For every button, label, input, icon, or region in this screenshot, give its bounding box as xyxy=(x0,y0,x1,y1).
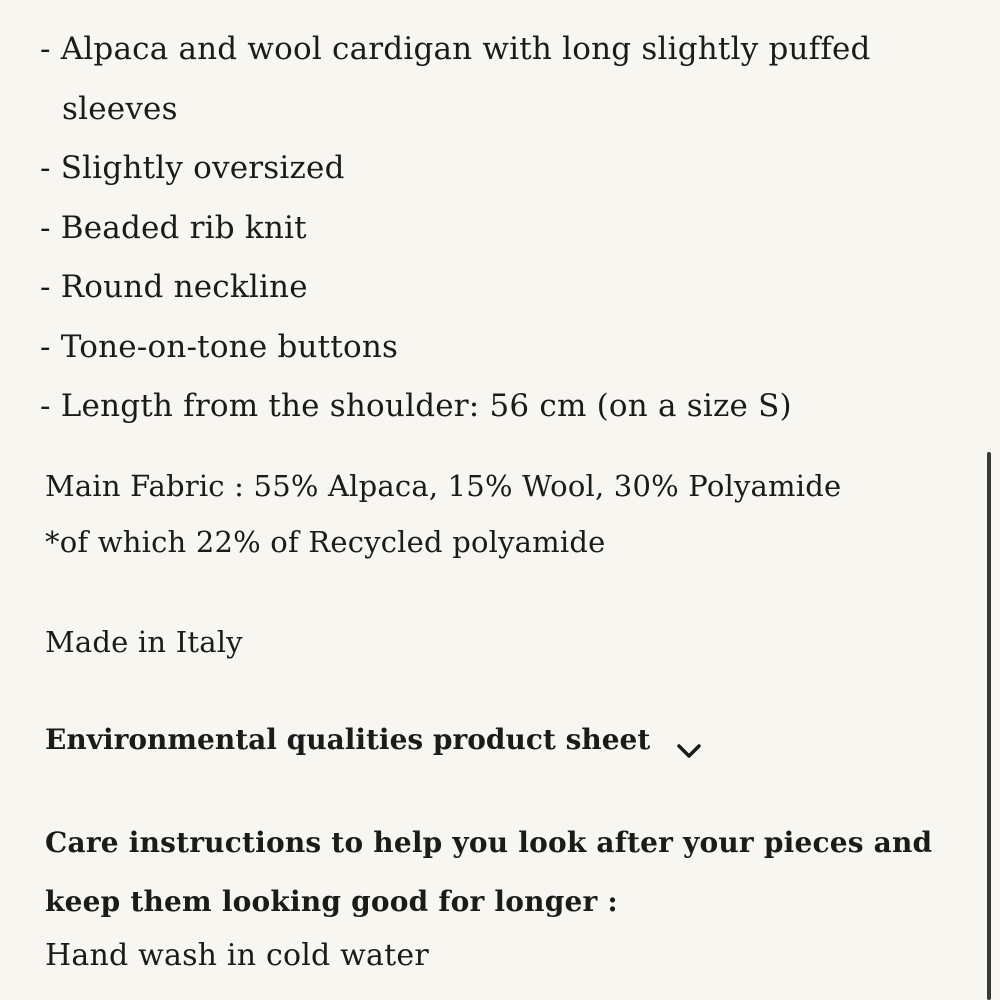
origin-text: Made in Italy xyxy=(45,625,243,659)
main-fabric-text: Main Fabric : 55% Alpaca, 15% Wool, 30% Polyamide xyxy=(45,469,842,503)
feature-item: - Round neckline xyxy=(40,258,980,318)
environmental-sheet-toggle[interactable] xyxy=(45,712,702,768)
environmental-sheet-label: Environmental qualities product sheet xyxy=(45,723,651,756)
feature-item: - Length from the shoulder: 56 cm (on a size S) xyxy=(40,377,980,437)
care-instruction-text: Hand wash in cold water xyxy=(45,938,429,973)
fabric-composition xyxy=(45,458,945,570)
feature-item: - Tone-on-tone buttons xyxy=(40,318,980,378)
recycled-note-text: *of which 22% of Recycled polyamide xyxy=(45,525,606,559)
scrollbar[interactable] xyxy=(987,452,991,1000)
chevron-down-icon xyxy=(676,727,702,753)
feature-item: - Beaded rib knit xyxy=(40,199,980,259)
feature-list xyxy=(40,20,980,437)
feature-item: - Slightly oversized xyxy=(40,139,980,199)
care-instructions-heading: Care instructions to help you look after your pieces and keep them looking good for longer : xyxy=(45,826,933,918)
feature-item: - Alpaca and wool cardigan with long slightly puffed sleeves xyxy=(40,20,980,139)
